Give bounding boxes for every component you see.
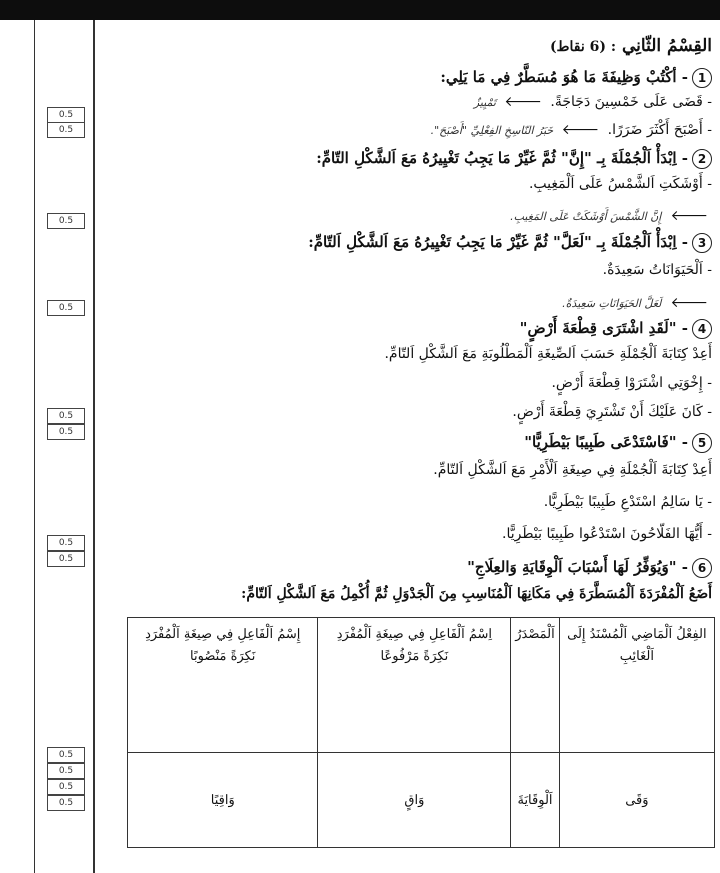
- question-2: 2- اِبْدَأْ اَلْجُمْلَةَ بِـ "إِنَّ" ثُمَّ غَيِّرْ مَا يَجِبُ تَغْيِيرُهُ مَعَ اَلشَّكْلِ التّامِّ:: [316, 149, 712, 169]
- score-box: 0.5: [47, 424, 85, 440]
- arrow-left-icon: 🡐: [561, 122, 600, 138]
- question-5: 5- "فَاسْتَدْعَى طَبِيبًا بَيْطَرِيًّا": [524, 433, 712, 453]
- question-text: اِبْدَأْ اَلْجُمْلَةَ بِـ "إِنَّ" ثُمَّ غَيِّرْ مَا يَجِبُ تَغْيِيرُهُ مَعَ اَلشَّكْلِ التّامِّ:: [316, 149, 677, 167]
- arrow-left-icon: 🡐: [670, 208, 708, 224]
- q6-instruction: أَضَعُ اَلْمُفْرَدَةَ اَلْمُسَطَّرَةَ فِي مَكَانِهَا اَلْمُنَاسِبِ مِنَ اَلْجَدْوَلِ ثُمَّ أُكْمِلُ مَعَ اَلشَّكْلِ اَلتّامِّ:: [241, 586, 712, 602]
- table-header-cell: اِسْمُ اَلْفَاعِلِ فِي صِيغَةِ اَلْمُفْرَدِ نَكِرَةً مَرْفُوعًا: [318, 618, 511, 753]
- answer-table: [127, 617, 715, 848]
- answer: خَبَرُ النّاسِخِ الفِعْلِيِّ "أَصْبَحَ".: [430, 124, 554, 137]
- question-3: 3- اِبْدَأْ اَلْجُمْلَةَ بِـ "لَعَلَّ" ثُمَّ غَيِّرْ مَا يَجِبُ تَغْيِيرُهُ مَعَ اَلشَّكْلِ اَلتّامِّ:: [308, 233, 712, 253]
- score-box: 0.5: [47, 535, 85, 551]
- score-box: 0.5: [47, 779, 85, 795]
- q3-sentence: - اَلْحَيَوَانَاتُ سَعِيدَةٌ.: [602, 262, 712, 278]
- table-header-cell: إِسْمُ اَلْفَاعِلِ فِي صِيغَةِ اَلْمُفْرَدِ نَكِرَةً مَنْصُوبًا: [128, 618, 318, 753]
- question-text: أكْتُبْ وَظِيفَةَ مَا هُوَ مُسَطَّرٌ فِي مَا يَلِي:: [440, 68, 677, 86]
- q3-answer-row: [562, 292, 712, 311]
- table-header-cell: الفِعْلُ اَلْمَاضِي اَلْمُسْنَدُ إِلَى اَلْغَائِبِ: [559, 618, 714, 753]
- table-cell: وَاقِيًا: [128, 753, 318, 848]
- question-number: 1: [692, 68, 712, 88]
- q4-answer-1: - إِخْوَتِي اشْتَرَوْا قِطْعَةَ أَرْضٍ.: [551, 375, 712, 391]
- table-header-row: [128, 618, 715, 753]
- question-text: اِبْدَأْ اَلْجُمْلَةَ بِـ "لَعَلَّ" ثُمَّ غَيِّرْ مَا يَجِبُ تَغْيِيرُهُ مَعَ اَلشَّكْلِ اَلتّامِّ:: [308, 233, 677, 251]
- sentence: - أَصْبَحَ أَكْثَرَ ضَرَرًا.: [607, 122, 712, 138]
- table-cell: اَلْوِقَايَةَ: [511, 753, 559, 848]
- question-number: 6: [692, 558, 712, 578]
- question-text: "فَاسْتَدْعَى طَبِيبًا بَيْطَرِيًّا": [524, 433, 677, 451]
- q4-instruction: أَعِدْ كِتَابَةَ اَلْجُمْلَةِ حَسَبَ اَلصِّيغَةِ اَلْمَطْلُوبَةِ مَعَ اَلشَّكْلِ اَلتّامِّ.: [384, 346, 712, 362]
- answer: إِنَّ الشَّمْسَ أَوْشَكَتْ عَلَى المَغِيبِ.: [510, 210, 662, 223]
- score-box: 0.5: [47, 551, 85, 567]
- question-number: 3: [692, 233, 712, 253]
- q5-instruction: أَعِدْ كِتَابَةَ اَلْجُمْلَةِ فِي صِيغَةِ اَلْأَمْرِ مَعَ اَلشَّكْلِ اَلتّامِّ.: [433, 462, 712, 478]
- score-box: 0.5: [47, 763, 85, 779]
- score-box: 0.5: [47, 300, 85, 316]
- q2-answer-row: [510, 205, 712, 224]
- sentence: - قَضَى عَلَى خَمْسِينَ دَجَاجَةً.: [550, 94, 712, 110]
- question-text: "لَقَدِ اشْتَرَى قِطْعَةَ أَرْضٍ": [519, 319, 677, 337]
- question-number: 2: [692, 149, 712, 169]
- score-box: 0.5: [47, 408, 85, 424]
- q1-sentence-2: [431, 121, 712, 138]
- answer: تَمْيِيزٌ: [473, 96, 496, 109]
- top-bar: [0, 0, 720, 20]
- q5-answer-2: - أَيُّهَا الفَلّاحُونَ اسْتَدْعُوا طَبِيبًا بَيْطَرِيًّا.: [502, 526, 712, 542]
- question-6: 6- "وَيُوَفِّرُ لَهَا أَسْبَابَ اَلْوِقَايَةِ وَالعِلَاجِ": [467, 558, 712, 578]
- answer: لَعَلَّ الحَيَوَانَاتِ سَعِيدَةٌ.: [562, 297, 662, 310]
- question-number: 5: [692, 433, 712, 453]
- score-box: 0.5: [47, 795, 85, 811]
- score-box: 0.5: [47, 107, 85, 123]
- table-header-cell: اَلْمَصْدَرُ: [511, 618, 559, 753]
- q4-answer-2: - كَانَ عَلَيْكَ أَنْ تَشْتَرِيَ قِطْعَةَ أَرْضٍ.: [512, 404, 712, 420]
- table-cell: وَاقٍ: [318, 753, 511, 848]
- section-title: [550, 36, 712, 56]
- score-box: 0.5: [47, 213, 85, 229]
- score-box: 0.5: [47, 747, 85, 763]
- q1-sentence-1: [474, 93, 712, 110]
- section-points: : (6 نقاط): [549, 39, 617, 55]
- table-cell: وَقَى: [559, 753, 714, 848]
- question-4: 4- "لَقَدِ اشْتَرَى قِطْعَةَ أَرْضٍ": [520, 319, 712, 339]
- arrow-left-icon: 🡐: [670, 295, 708, 311]
- q2-sentence: - أَوْشَكَتِ اَلشَّمْسُ عَلَى اَلْمَغِيبِ.: [528, 176, 712, 192]
- q5-answer-1: - يَا سَالِمُ اسْتَدْعِ طَبِيبًا بَيْطَرِيًّا.: [543, 494, 712, 510]
- section-heading: القِسْمُ الثّانِي: [621, 36, 712, 56]
- question-number: 4: [692, 319, 712, 339]
- arrow-left-icon: 🡐: [504, 94, 542, 110]
- question-text: "وَيُوَفِّرُ لَهَا أَسْبَابَ اَلْوِقَايَةِ وَالعِلَاجِ": [467, 558, 677, 576]
- margin-divider: [93, 20, 95, 873]
- score-box: 0.5: [47, 122, 85, 138]
- table-row: [128, 753, 715, 848]
- question-1: 1- أكْتُبْ وَظِيفَةَ مَا هُوَ مُسَطَّرٌ فِي مَا يَلِي:: [440, 68, 712, 88]
